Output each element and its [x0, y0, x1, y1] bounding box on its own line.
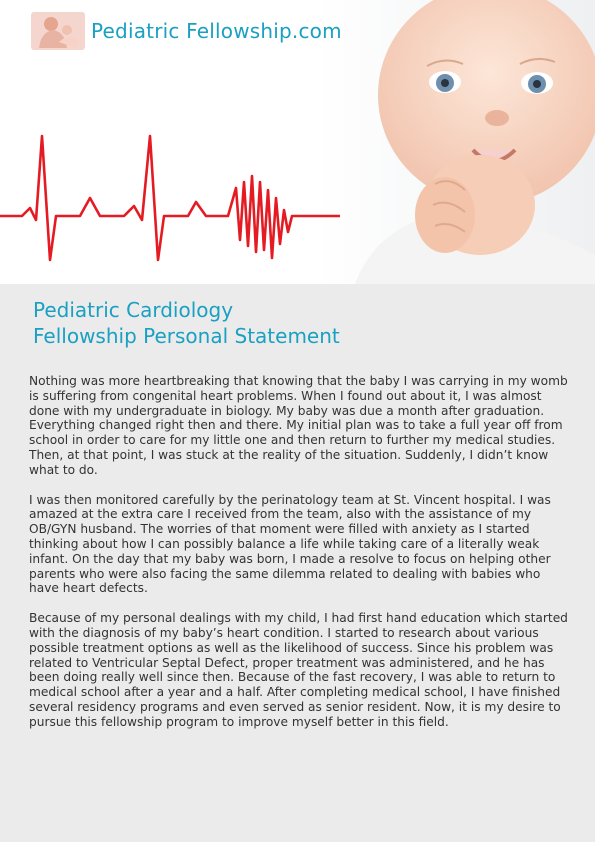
statement-body: [29, 374, 569, 745]
hero-banner: [0, 0, 595, 284]
title-line-1: Pediatric Cardiology: [33, 298, 234, 322]
title-line-2: Fellowship Personal Statement: [33, 324, 340, 348]
baby-photo: [315, 0, 595, 284]
paragraph-2: I was then monitored carefully by the perinatology team at St. Vincent hospital. I was amazed at the extra care I received from the team, also with the assistance of my OB/GYN husband. The worries of that moment were filled with anxiety as I started thinking about how I can possibly balance a life while taking care of a literally weak infant. On the day that my baby was born, I made a resolve to focus on helping other parents who were also facing the same dilemma related to dealing with babies who have heart defects.: [29, 492, 551, 596]
page-title: [33, 297, 340, 349]
paragraph-3: Because of my personal dealings with my child, I had first hand education which started with the diagnosis of my baby’s heart condition. I started to research about various possible treatment options as well as the likelihood of success. Since his problem was related to Ventricular Septal Defect, proper treatment was administered, and he has been doing really well since then. Because of the fast recovery, I was able to return to medical school after a year and a half. After completing medical school, I have finished several residency programs and even served as senior resident. Now, it is my desire to pursue this fellowship program to improve myself better in this field.: [29, 611, 568, 729]
paragraph-1: Nothing was more heartbreaking that knowing that the baby I was carrying in my womb is suffering from congenital heart problems. When I found out about it, I was almost done with my undergraduate in biology. My baby was due a month after graduation. Everything changed right then and there. My initial plan was to take a full year off from school in order to care for my little one and then return to further my medical studies. Then, at that point, I was stuck at the reality of the situation. Suddenly, I didn’t know what to do.: [29, 374, 568, 477]
mother-baby-logo-icon: [31, 12, 85, 50]
site-name[interactable]: Pediatric Fellowship.com: [91, 19, 342, 43]
heartbeat-heart-icon: [0, 128, 340, 268]
